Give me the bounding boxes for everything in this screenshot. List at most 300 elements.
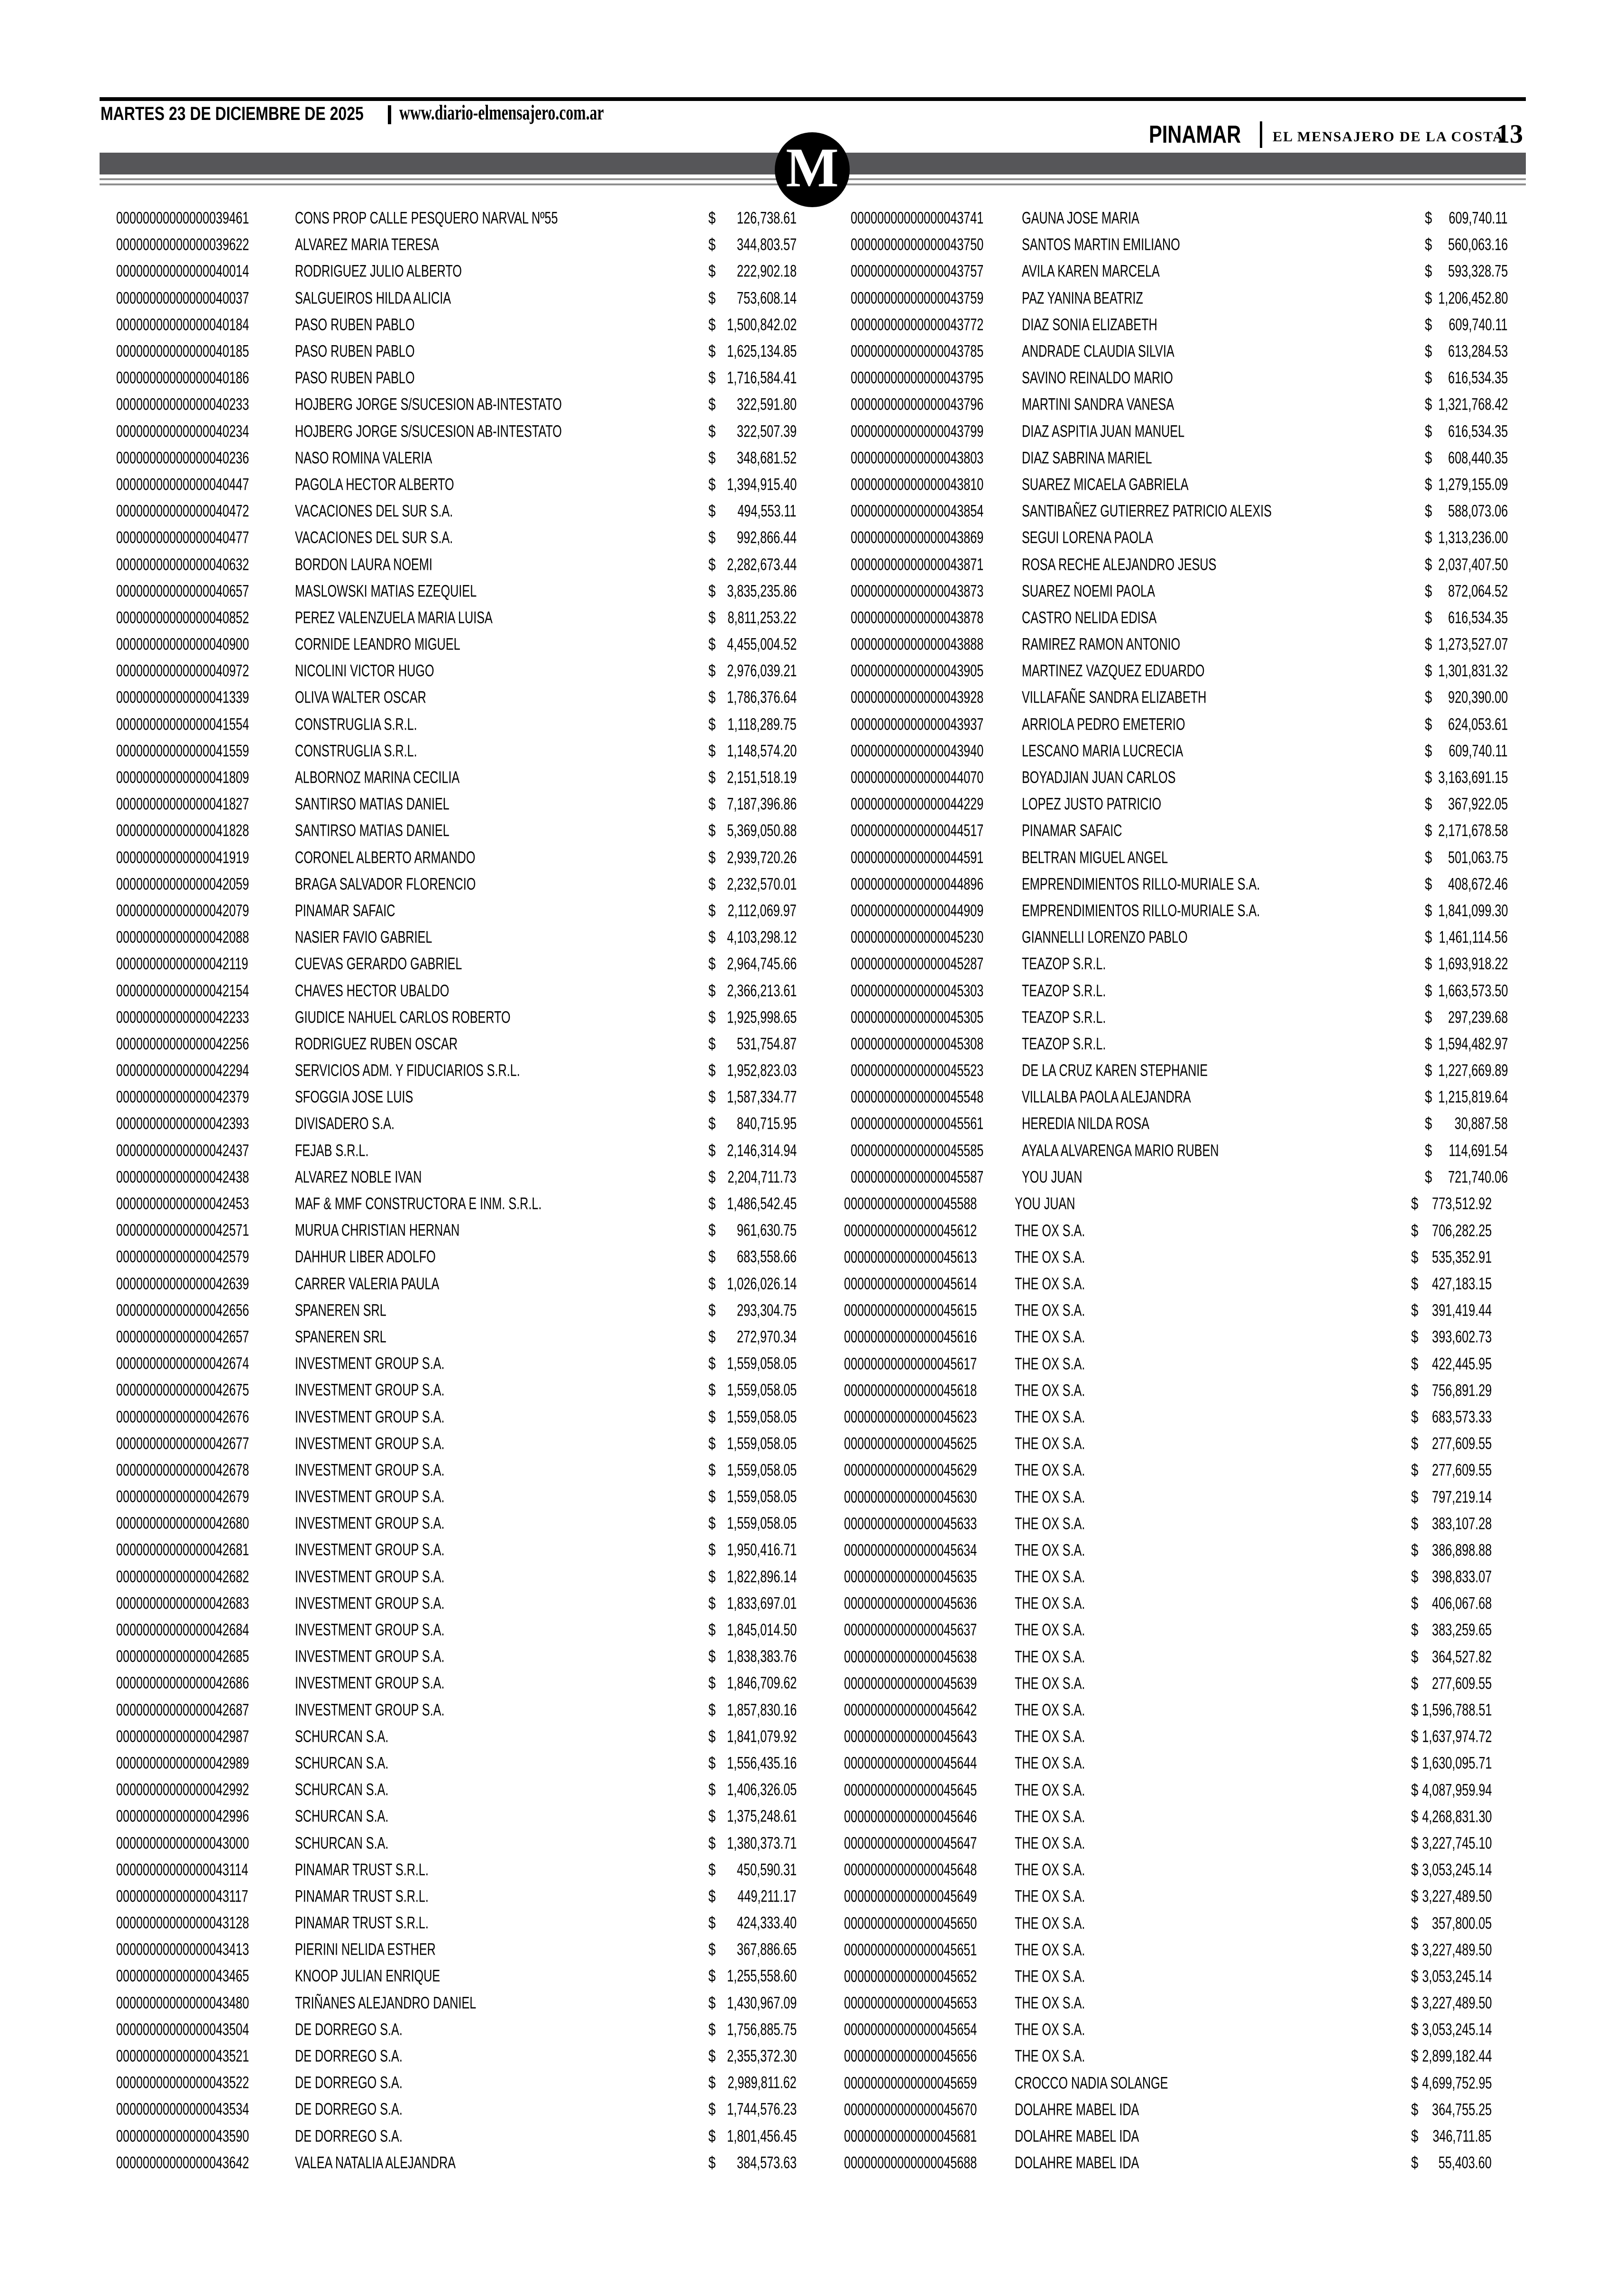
row-debtor-name: THE OX S.A. — [1015, 1754, 1085, 1773]
row-amount: 1,663,573.50 — [1438, 981, 1508, 1000]
row-debtor-name: SERVICIOS ADM. Y FIDUCIARIOS S.R.L. — [295, 1061, 520, 1080]
row-currency-symbol: $ — [1425, 688, 1432, 707]
table-row — [116, 844, 797, 871]
row-debtor-name: THE OX S.A. — [1015, 1967, 1085, 1986]
table-row — [116, 631, 797, 658]
row-debtor-name: FEJAB S.R.L. — [295, 1141, 369, 1160]
row-currency-symbol: $ — [708, 1221, 716, 1240]
row-currency-symbol: $ — [1425, 848, 1432, 867]
row-debtor-name: YOU JUAN — [1022, 1168, 1083, 1187]
row-amount: 1,375,248.61 — [726, 1807, 797, 1826]
row-amount: 2,232,570.01 — [726, 875, 797, 894]
row-debtor-name: ALBORNOZ MARINA CECILIA — [295, 768, 460, 787]
row-debtor-name: PEREZ VALENZUELA MARIA LUISA — [295, 608, 493, 627]
row-currency-symbol: $ — [1411, 1194, 1419, 1213]
row-currency-symbol: $ — [708, 422, 716, 441]
row-currency-symbol: $ — [708, 1487, 716, 1506]
table-row — [844, 2070, 1492, 2096]
row-account-id: 00000000000000043522 — [116, 2073, 249, 2092]
row-debtor-name: DIAZ ASPITIA JUAN MANUEL — [1022, 422, 1185, 441]
row-amount: 1,786,376.64 — [726, 688, 797, 707]
row-amount: 1,596,788.51 — [1422, 1701, 1492, 1720]
row-debtor-name: MASLOWSKI MATIAS EZEQUIEL — [295, 582, 477, 601]
row-amount: 616,534.35 — [1448, 422, 1508, 441]
row-amount: 2,355,372.30 — [726, 2047, 797, 2066]
row-account-id: 00000000000000042677 — [116, 1434, 249, 1453]
row-amount: 383,107.28 — [1431, 1514, 1492, 1533]
table-row — [116, 2123, 797, 2150]
row-amount: 961,630.75 — [736, 1221, 797, 1240]
table-row — [851, 205, 1508, 231]
row-currency-symbol: $ — [1425, 395, 1432, 414]
row-currency-symbol: $ — [1425, 1008, 1432, 1027]
table-row — [851, 791, 1508, 817]
row-amount: 1,625,134.85 — [726, 342, 797, 361]
row-currency-symbol: $ — [708, 1754, 716, 1773]
row-amount: 3,227,489.50 — [1422, 1940, 1492, 1959]
row-currency-symbol: $ — [1411, 1860, 1419, 1879]
row-account-id: 00000000000000043534 — [116, 2100, 249, 2119]
row-amount: 616,534.35 — [1448, 368, 1508, 387]
row-account-id: 00000000000000042571 — [116, 1221, 249, 1240]
table-row — [851, 1164, 1508, 1190]
row-currency-symbol: $ — [1411, 1940, 1419, 1959]
row-amount: 609,740.11 — [1449, 741, 1508, 760]
row-account-id: 00000000000000045642 — [844, 1701, 977, 1720]
table-row — [844, 1324, 1492, 1350]
row-account-id: 00000000000000044070 — [851, 768, 984, 787]
row-debtor-name: INVESTMENT GROUP S.A. — [295, 1701, 445, 1720]
row-account-id: 00000000000000043937 — [851, 715, 984, 734]
row-currency-symbol: $ — [708, 848, 716, 867]
debtor-table-right-column — [851, 205, 1508, 1190]
table-row — [116, 1457, 797, 1483]
row-debtor-name: EMPRENDIMIENTOS RILLO-MURIALE S.A. — [1022, 875, 1260, 894]
row-currency-symbol: $ — [1425, 1034, 1432, 1053]
row-account-id: 00000000000000045652 — [844, 1967, 977, 1986]
row-currency-symbol: $ — [1411, 1754, 1419, 1773]
table-row — [116, 1483, 797, 1510]
table-row — [116, 1963, 797, 1989]
row-amount: 494,553.11 — [737, 502, 797, 521]
row-currency-symbol: $ — [708, 1168, 716, 1187]
row-debtor-name: THE OX S.A. — [1015, 1408, 1085, 1427]
row-currency-symbol: $ — [708, 741, 716, 760]
table-row — [116, 1723, 797, 1750]
row-account-id: 00000000000000043796 — [851, 395, 984, 414]
row-amount: 560,063.16 — [1448, 235, 1508, 254]
row-amount: 427,183.15 — [1431, 1274, 1492, 1293]
table-row — [844, 1483, 1492, 1510]
row-currency-symbol: $ — [1425, 954, 1432, 973]
row-account-id: 00000000000000041339 — [116, 688, 249, 707]
row-amount: 608,440.35 — [1448, 448, 1508, 467]
row-debtor-name: VACACIONES DEL SUR S.A. — [295, 528, 453, 547]
row-amount: 344,803.57 — [736, 235, 797, 254]
row-account-id: 00000000000000040472 — [116, 502, 249, 521]
row-debtor-name: CUEVAS GERARDO GABRIEL — [295, 954, 462, 973]
row-amount: 277,609.55 — [1431, 1674, 1492, 1693]
row-debtor-name: VILLALBA PAOLA ALEJANDRA — [1022, 1088, 1191, 1107]
row-debtor-name: SANTIRSO MATIAS DANIEL — [295, 795, 450, 814]
table-row — [844, 1830, 1492, 1857]
table-row — [851, 285, 1508, 311]
row-currency-symbol: $ — [708, 1301, 716, 1320]
city-title: PINAMAR — [1149, 121, 1241, 148]
table-row — [116, 897, 797, 924]
row-currency-symbol: $ — [1425, 555, 1432, 574]
table-row — [851, 817, 1508, 844]
row-debtor-name: NICOLINI VICTOR HUGO — [295, 661, 434, 680]
row-debtor-name: THE OX S.A. — [1015, 1647, 1085, 1666]
row-debtor-name: VALEA NATALIA ALEJANDRA — [295, 2153, 456, 2172]
table-row — [116, 2150, 797, 2176]
row-amount: 5,369,050.88 — [726, 821, 797, 840]
row-account-id: 00000000000000040236 — [116, 448, 249, 467]
row-account-id: 00000000000000042119 — [116, 954, 248, 973]
row-currency-symbol: $ — [708, 262, 716, 281]
row-currency-symbol: $ — [708, 1327, 716, 1346]
row-account-id: 00000000000000043000 — [116, 1834, 249, 1853]
row-debtor-name: MARTINI SANDRA VANESA — [1022, 395, 1174, 414]
table-row — [116, 1936, 797, 1963]
row-currency-symbol: $ — [708, 1780, 716, 1799]
row-account-id: 00000000000000041919 — [116, 848, 249, 867]
row-currency-symbol: $ — [1411, 1887, 1419, 1906]
row-debtor-name: AVILA KAREN MARCELA — [1022, 262, 1160, 281]
row-amount: 406,067.68 — [1431, 1594, 1492, 1613]
row-currency-symbol: $ — [708, 1434, 716, 1453]
row-debtor-name: THE OX S.A. — [1015, 1221, 1085, 1240]
table-row — [116, 1190, 797, 1217]
row-debtor-name: SUAREZ MICAELA GABRIELA — [1022, 475, 1189, 494]
row-amount: 1,841,099.30 — [1438, 901, 1508, 920]
row-currency-symbol: $ — [708, 981, 716, 1000]
row-amount: 422,445.95 — [1431, 1354, 1492, 1373]
table-row — [844, 1883, 1492, 1910]
table-row — [116, 1564, 797, 1590]
table-row — [116, 1643, 797, 1670]
row-debtor-name: CASTRO NELIDA EDISA — [1022, 608, 1157, 627]
row-currency-symbol: $ — [1425, 928, 1432, 947]
table-row — [844, 1510, 1492, 1537]
row-account-id: 00000000000000043785 — [851, 342, 984, 361]
row-debtor-name: SCHURCAN S.A. — [295, 1754, 389, 1773]
table-row — [116, 1004, 797, 1031]
row-account-id: 00000000000000045630 — [844, 1488, 977, 1507]
row-debtor-name: THE OX S.A. — [1015, 1834, 1085, 1853]
row-amount: 1,559,058.05 — [726, 1487, 797, 1506]
row-account-id: 00000000000000045646 — [844, 1807, 977, 1826]
table-row — [851, 1084, 1508, 1110]
row-account-id: 00000000000000042679 — [116, 1487, 249, 1506]
row-debtor-name: PASO RUBEN PABLO — [295, 342, 415, 361]
row-amount: 2,037,407.50 — [1438, 555, 1508, 574]
row-account-id: 00000000000000045287 — [851, 954, 984, 973]
row-debtor-name: DOLAHRE MABEL IDA — [1015, 2153, 1139, 2172]
table-row — [844, 1190, 1492, 1217]
row-currency-symbol: $ — [708, 795, 716, 814]
row-currency-symbol: $ — [1411, 1781, 1419, 1800]
row-amount: 2,146,314.94 — [726, 1141, 797, 1160]
row-account-id: 00000000000000045647 — [844, 1834, 977, 1853]
row-amount: 1,301,831.32 — [1438, 661, 1508, 680]
table-row — [116, 791, 797, 817]
row-debtor-name: CORONEL ALBERTO ARMANDO — [295, 848, 476, 867]
row-account-id: 00000000000000045587 — [851, 1168, 984, 1187]
row-amount: 1,227,669.89 — [1438, 1061, 1508, 1080]
table-row — [116, 1084, 797, 1110]
row-amount: 1,273,527.07 — [1438, 635, 1508, 654]
table-row — [116, 1271, 797, 1297]
table-row — [116, 365, 797, 391]
row-currency-symbol: $ — [1411, 2020, 1419, 2039]
row-amount: 1,279,155.09 — [1438, 475, 1508, 494]
table-row — [116, 578, 797, 604]
row-debtor-name: INVESTMENT GROUP S.A. — [295, 1540, 445, 1559]
row-account-id: 00000000000000042453 — [116, 1194, 249, 1213]
row-debtor-name: DIAZ SABRINA MARIEL — [1022, 448, 1152, 467]
row-currency-symbol: $ — [1425, 1061, 1432, 1080]
row-amount: 1,406,326.05 — [726, 1780, 797, 1799]
row-debtor-name: INVESTMENT GROUP S.A. — [295, 1514, 445, 1533]
row-currency-symbol: $ — [1411, 1674, 1419, 1693]
row-amount: 277,609.55 — [1431, 1434, 1492, 1453]
table-row — [851, 1057, 1508, 1084]
row-amount: 501,063.75 — [1448, 848, 1508, 867]
row-currency-symbol: $ — [708, 2100, 716, 2119]
row-currency-symbol: $ — [708, 1940, 716, 1959]
row-currency-symbol: $ — [708, 1647, 716, 1666]
row-currency-symbol: $ — [1411, 1248, 1419, 1267]
row-amount: 2,171,678.58 — [1438, 821, 1508, 840]
row-debtor-name: VILLAFAÑE SANDRA ELIZABETH — [1022, 688, 1207, 707]
logo-letter: M — [786, 137, 839, 199]
row-currency-symbol: $ — [1425, 1088, 1432, 1107]
row-debtor-name: THE OX S.A. — [1015, 1620, 1085, 1639]
row-debtor-name: PINAMAR TRUST S.R.L. — [295, 1860, 429, 1879]
row-currency-symbol: $ — [708, 688, 716, 707]
row-debtor-name: LOPEZ JUSTO PATRICIO — [1022, 795, 1162, 814]
row-currency-symbol: $ — [708, 368, 716, 387]
table-row — [116, 1297, 797, 1324]
row-account-id: 00000000000000043878 — [851, 608, 984, 627]
row-debtor-name: PAZ YANINA BEATRIZ — [1022, 289, 1143, 308]
row-account-id: 00000000000000043799 — [851, 422, 984, 441]
table-row — [844, 1271, 1492, 1297]
row-currency-symbol: $ — [708, 209, 716, 228]
row-account-id: 00000000000000045670 — [844, 2100, 977, 2119]
table-row — [851, 844, 1508, 871]
row-account-id: 00000000000000043869 — [851, 528, 984, 547]
row-currency-symbol: $ — [708, 1887, 716, 1906]
table-row — [116, 1110, 797, 1137]
table-row — [116, 1403, 797, 1430]
row-account-id: 00000000000000043504 — [116, 2020, 249, 2039]
row-amount: 683,558.66 — [736, 1247, 797, 1266]
row-account-id: 00000000000000042686 — [116, 1674, 249, 1692]
row-account-id: 00000000000000042256 — [116, 1034, 249, 1053]
row-amount: 3,835,235.86 — [726, 582, 797, 601]
row-account-id: 00000000000000043928 — [851, 688, 984, 707]
row-amount: 773,512.92 — [1431, 1194, 1492, 1213]
table-row — [116, 1164, 797, 1190]
row-currency-symbol: $ — [1425, 1114, 1432, 1133]
row-debtor-name: SCHURCAN S.A. — [295, 1780, 389, 1799]
row-amount: 3,053,245.14 — [1422, 1967, 1492, 1986]
row-debtor-name: NASO ROMINA VALERIA — [295, 448, 432, 467]
row-account-id: 00000000000000045656 — [844, 2047, 977, 2066]
row-amount: 616,534.35 — [1448, 608, 1508, 627]
row-debtor-name: INVESTMENT GROUP S.A. — [295, 1381, 445, 1400]
newspaper-logo — [775, 132, 850, 207]
row-debtor-name: SCHURCAN S.A. — [295, 1807, 389, 1826]
row-amount: 322,591.80 — [736, 395, 797, 414]
table-row — [844, 2043, 1492, 2069]
row-amount: 367,922.05 — [1448, 795, 1508, 814]
table-row — [116, 1350, 797, 1377]
table-row — [116, 711, 797, 738]
row-debtor-name: THE OX S.A. — [1015, 2020, 1085, 2039]
row-account-id: 00000000000000042393 — [116, 1114, 249, 1133]
row-account-id: 00000000000000040037 — [116, 289, 249, 308]
row-debtor-name: INVESTMENT GROUP S.A. — [295, 1594, 445, 1613]
row-debtor-name: AYALA ALVARENGA MARIO RUBEN — [1022, 1141, 1219, 1160]
row-account-id: 00000000000000045651 — [844, 1940, 977, 1959]
row-currency-symbol: $ — [708, 1514, 716, 1533]
table-row — [116, 1031, 797, 1057]
row-debtor-name: THE OX S.A. — [1015, 1301, 1085, 1320]
row-account-id: 00000000000000042639 — [116, 1274, 249, 1293]
row-currency-symbol: $ — [1411, 2100, 1419, 2119]
row-currency-symbol: $ — [1425, 235, 1432, 254]
table-row — [851, 1004, 1508, 1031]
row-account-id: 00000000000000042657 — [116, 1327, 249, 1346]
table-row — [851, 391, 1508, 418]
row-amount: 1,486,542.45 — [726, 1194, 797, 1213]
row-currency-symbol: $ — [708, 821, 716, 840]
row-amount: 55,403.60 — [1438, 2153, 1492, 2172]
table-row — [851, 1137, 1508, 1164]
row-debtor-name: MURUA CHRISTIAN HERNAN — [295, 1221, 460, 1240]
row-currency-symbol: $ — [1425, 661, 1432, 680]
row-currency-symbol: $ — [708, 608, 716, 627]
row-account-id: 00000000000000043905 — [851, 661, 984, 680]
row-amount: 449,211.17 — [737, 1887, 797, 1906]
row-amount: 114,691.54 — [1449, 1141, 1508, 1160]
row-currency-symbol: $ — [708, 315, 716, 334]
row-amount: 293,304.75 — [736, 1301, 797, 1320]
row-currency-symbol: $ — [708, 2047, 716, 2066]
row-currency-symbol: $ — [708, 928, 716, 947]
table-row — [851, 524, 1508, 551]
row-debtor-name: CHAVES HECTOR UBALDO — [295, 981, 450, 1000]
row-account-id: 00000000000000042989 — [116, 1754, 249, 1773]
row-amount: 8,811,253.22 — [727, 608, 797, 627]
table-row — [851, 231, 1508, 258]
row-account-id: 00000000000000045681 — [844, 2127, 977, 2146]
row-currency-symbol: $ — [1411, 1727, 1419, 1746]
row-amount: 1,801,456.45 — [726, 2127, 797, 2146]
row-account-id: 00000000000000040184 — [116, 315, 249, 334]
row-account-id: 00000000000000042676 — [116, 1408, 249, 1427]
row-currency-symbol: $ — [708, 1807, 716, 1826]
row-account-id: 00000000000000045639 — [844, 1674, 977, 1693]
row-account-id: 00000000000000045649 — [844, 1887, 977, 1906]
row-account-id: 00000000000000045303 — [851, 981, 984, 1000]
debtor-table-right-column-lower-block — [844, 1190, 1492, 2176]
row-debtor-name: DE DORREGO S.A. — [295, 2020, 403, 2039]
row-amount: 398,833.07 — [1431, 1567, 1492, 1586]
row-account-id: 00000000000000044896 — [851, 875, 984, 894]
row-currency-symbol: $ — [708, 1620, 716, 1639]
row-currency-symbol: $ — [1425, 342, 1432, 361]
row-debtor-name: THE OX S.A. — [1015, 1781, 1085, 1800]
table-row — [851, 311, 1508, 338]
table-row — [851, 658, 1508, 684]
row-amount: 1,559,058.05 — [726, 1514, 797, 1533]
row-amount: 3,227,745.10 — [1422, 1834, 1492, 1853]
table-row — [851, 365, 1508, 391]
row-amount: 391,419.44 — [1431, 1301, 1492, 1320]
table-row — [116, 871, 797, 897]
row-account-id: 00000000000000043114 — [116, 1860, 248, 1879]
row-amount: 408,672.46 — [1448, 875, 1508, 894]
row-debtor-name: THE OX S.A. — [1015, 1274, 1085, 1293]
row-amount: 383,259.65 — [1431, 1620, 1492, 1639]
table-row — [116, 1990, 797, 2016]
table-row — [116, 445, 797, 471]
row-currency-symbol: $ — [708, 1967, 716, 1985]
table-row — [851, 338, 1508, 365]
row-currency-symbol: $ — [708, 2020, 716, 2039]
row-debtor-name: SUAREZ NOEMI PAOLA — [1022, 582, 1155, 601]
table-row — [116, 2069, 797, 2096]
row-debtor-name: INVESTMENT GROUP S.A. — [295, 1434, 445, 1453]
table-row — [844, 1697, 1492, 1723]
row-account-id: 00000000000000045644 — [844, 1754, 977, 1773]
row-currency-symbol: $ — [1411, 1994, 1419, 2012]
top-rule — [100, 97, 1526, 101]
row-debtor-name: THE OX S.A. — [1015, 1514, 1085, 1533]
row-debtor-name: PASO RUBEN PABLO — [295, 368, 415, 387]
table-row — [844, 1244, 1492, 1271]
row-debtor-name: ANDRADE CLAUDIA SILVIA — [1022, 342, 1174, 361]
row-account-id: 00000000000000045634 — [844, 1541, 977, 1560]
row-debtor-name: INVESTMENT GROUP S.A. — [295, 1647, 445, 1666]
header-separator-right — [1260, 121, 1262, 148]
row-account-id: 00000000000000045654 — [844, 2020, 977, 2039]
row-debtor-name: PINAMAR TRUST S.R.L. — [295, 1887, 429, 1906]
row-currency-symbol: $ — [708, 715, 716, 734]
row-account-id: 00000000000000042685 — [116, 1647, 249, 1666]
row-debtor-name: VACACIONES DEL SUR S.A. — [295, 502, 453, 521]
row-currency-symbol: $ — [708, 1461, 716, 1480]
row-account-id: 00000000000000045588 — [844, 1194, 977, 1213]
row-amount: 721,740.06 — [1448, 1168, 1508, 1187]
row-account-id: 00000000000000042079 — [116, 901, 249, 920]
row-currency-symbol: $ — [1411, 1541, 1419, 1560]
row-currency-symbol: $ — [1425, 608, 1432, 627]
row-debtor-name: OLIVA WALTER OSCAR — [295, 688, 426, 707]
row-debtor-name: THE OX S.A. — [1015, 1594, 1085, 1613]
table-row — [851, 258, 1508, 284]
row-account-id: 00000000000000040233 — [116, 395, 249, 414]
table-row — [844, 2150, 1492, 2176]
row-amount: 1,925,998.65 — [726, 1008, 797, 1027]
row-debtor-name: CONSTRUGLIA S.R.L. — [295, 741, 417, 760]
row-account-id: 00000000000000043128 — [116, 1913, 249, 1932]
